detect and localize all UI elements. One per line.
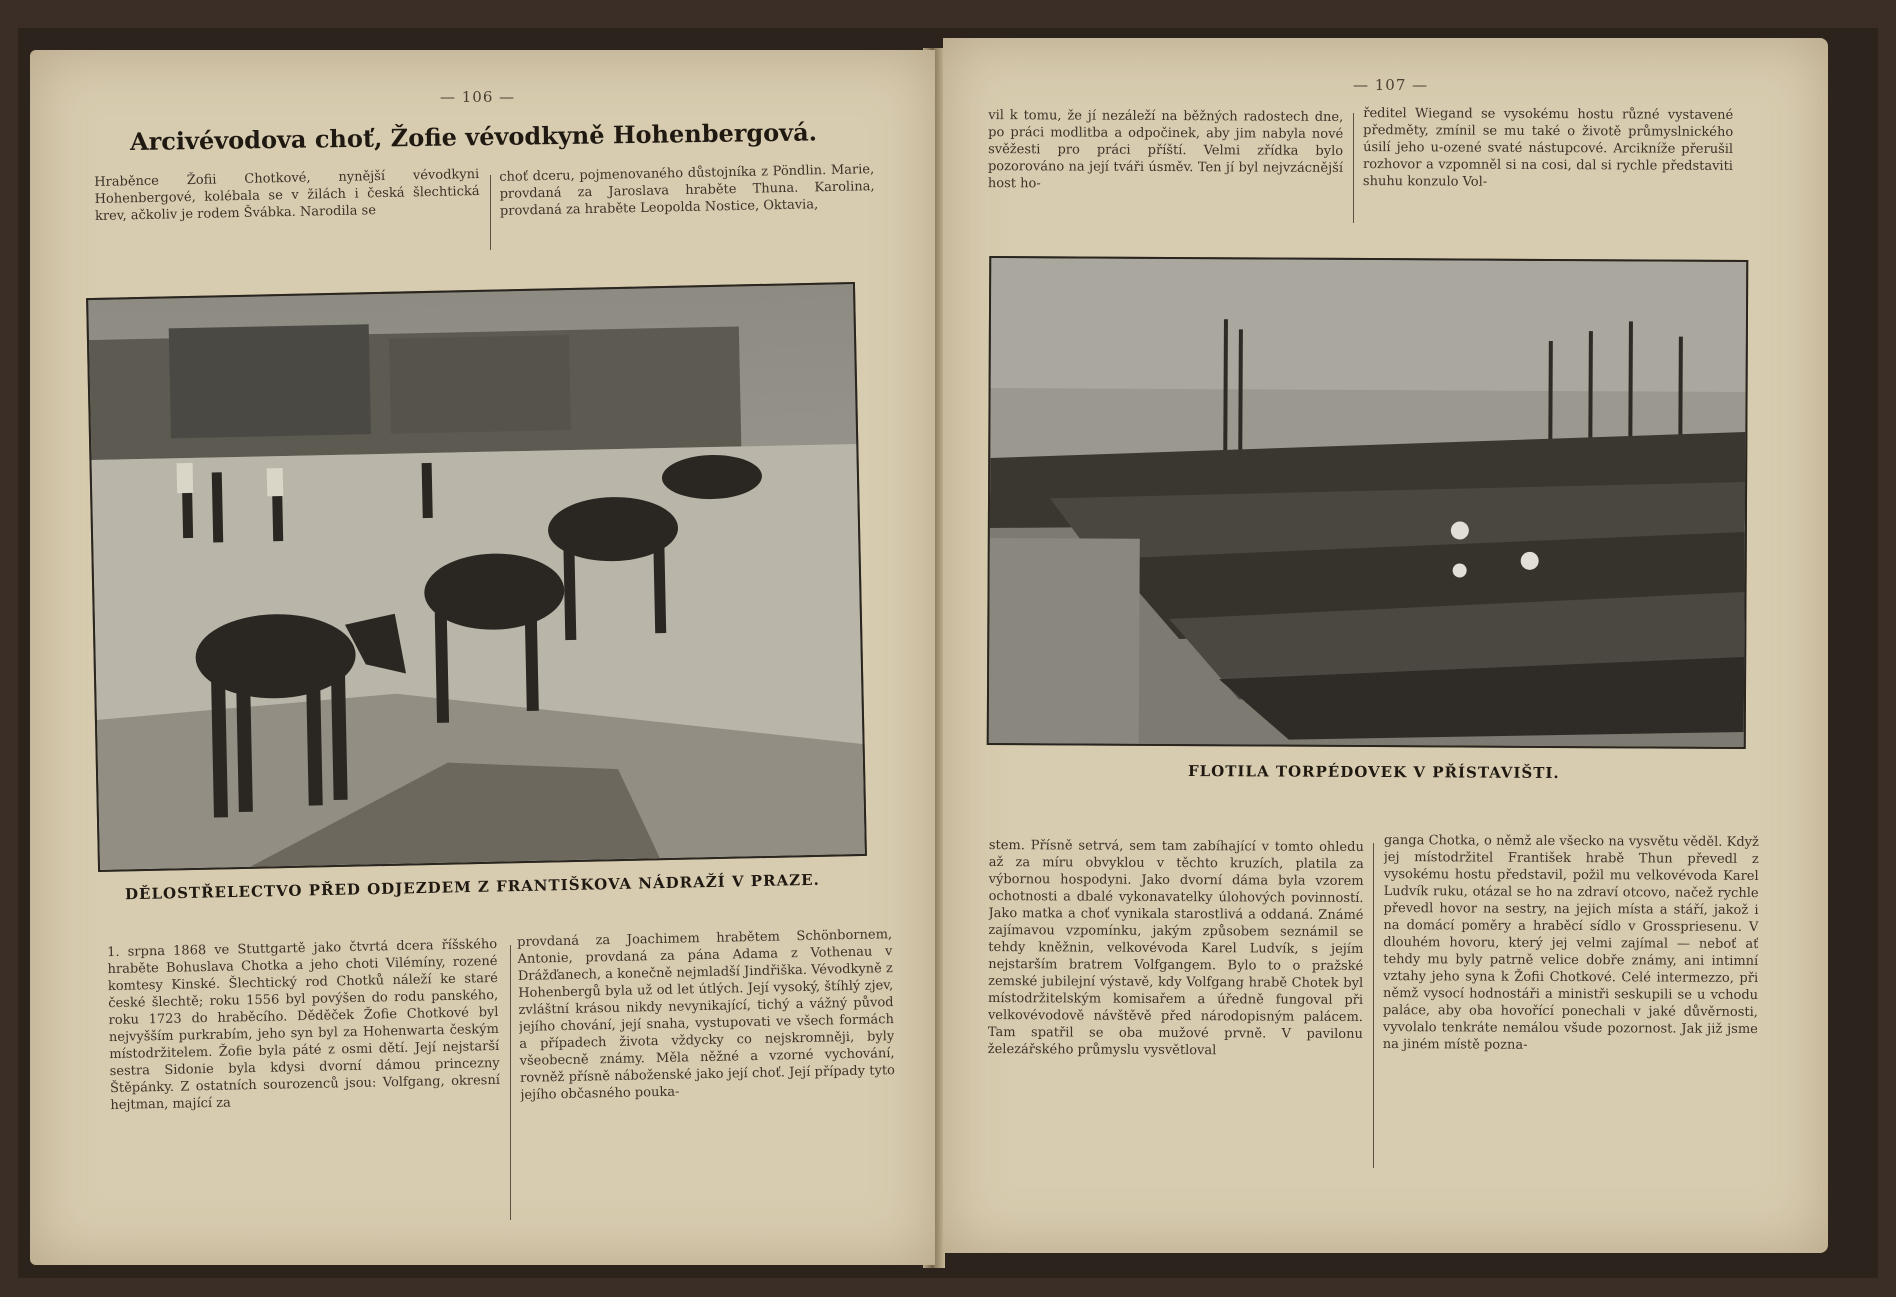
body-column-2-right: ganga Chotka, o němž ale všecko na vysvětu věděl. Když jej místodržitel František hrabě Thun převedl z vysokému hostu představil, požil mu velkovévoda Karel Ludvík ruku, otázal se ho na zdraví otcovo, načež rychle převedl hovor na sestry, na jejich místa a stáří, jakož i na domácí poměry a hraběcí sídlo v Grosspriesenu. V dlouhém hovoru, který jej velmi zajímal — neboť ať tehdy mu byly patrně velice dobře známy, ani intimní vztahy jeho syna k Žofii Chotkové. Celé intermezzo, při němž vysocí hodnostáři a ministři seskupili se u vchodu paláce, aby oba hovořící ponechali v jaké důvěrnosti, vyvolalo tenkráte nemálou všude pozornost. Jak již jsme na jiném místě pozna- [1382,833,1759,1053]
right-page [943,38,1828,1253]
artillery-photo-illustration [88,284,865,870]
page-number-left: — 106 — [440,88,516,106]
torpedo-flotilla-photo-illustration [989,258,1747,747]
torpedo-flotilla-photo [987,256,1749,749]
article-headline: Arcivévodova choť, Žofie vévodkyně Hohenbergová. [129,117,818,157]
column-rule [1373,843,1374,1168]
body-column-1: 1. srpna 1868 ve Stuttgartě jako čtvrtá dcera říšského hraběte Bohuslava Chotka a jeho choti Vilémíny, rozené komtesy Kinské. Šlechtický rod Chotků náleží ke staré české šlechtě; roku 1556 byl povýšen do rodu panského, roku 1723 do hraběcího. Děděček Žofie Chotkové byl nejvyšším purkrabím, jeho syn byl za Hohenwarta českým místodržitelem. Žofie byla páté z osmi dětí. Její nejstarší sestra Sidonie byla kdysi dvorní dámou princezny Štěpánky. Z ostatních sourozenců jsou: Volfgang, okresní hejtman, mající za [107,936,501,1114]
book-spread [18,28,1878,1278]
artillery-photo [86,282,867,872]
left-page [30,50,935,1265]
intro-column-1: Hraběnce Žofii Chotkové, nynější vévodkyni Hohenbergové, kolébala se v žilách i česká šlechtická krev, ačkoliv je rodem Švábka. Narodila se [94,166,480,225]
body-column-2: provdaná za Joachimem hrabětem Schönbornem, Antonie, provdaná za pána Adama z Vothenau v Drážďanech, a konečně nejmladší Jindřiška. Vévodkyně z Hohenbergů byla už od let útlých. Její vysoký, štíhlý zjev, zvláštní krásou nikdy nevynikající, tichý a vážný původ jejího chování, její snaha, vystupovati ve všech formách a případech života vždycky co nejskromněji, byly všeobecně známy. Měla něžné a vzorné vychování, rovněž přísně náboženské jako její choť. Její případy tyto jejího občasného pouka- [517,927,896,1103]
photo-caption-right: FLOTILA TORPÉDOVEK V PŘÍSTAVIŠTI. [1187,762,1560,782]
photo-caption-left: DĚLOSTŘELECTVO PŘED ODJEZDEM Z FRANTIŠKOVA NÁDRAŽÍ V PRAZE. [124,870,820,904]
body-column-1-right: stem. Přísně setrvá, sem tam zabíhající v tomto ohledu až za míru obvyklou v těchto kruzích, platila za výbornou hospodyni. Jako dvorní dáma byla vzorem ochotnosti a dbalé vykonavatelky úlohových povinností. Jako matka a choť vynikala starostlivá a oddaná. Známé zajímavou vzpomínku, jakým způsobem seznámil se tehdy kněžnin, velkovévoda Karel Ludvík, s jejím nejstarším bratrem Volfgangem. Bylo to o pražské zemské jubilejní výstavě, kdy Volfgang hrabě Chotek byl místodržitelským komisařem a úředně fungoval při velkovévodově návštěvě před národopisným palácem. Tam spatřil se oba mužové prvně. V pavilonu železářského průmyslu vysvětloval [987,838,1364,1059]
top-column-2: ředitel Wiegand se vysokému hostu různé vystavené předměty, zmínil se mu také o životě průmyslnického úsilí jeho u-ozené svaté nástupcové. Arcikníže přerušil rozhovor a vzpomněl si na cosi, dal si rychle představiti shuhu konzulo Vol- [1362,106,1734,190]
column-rule [1353,113,1354,223]
column-rule [510,945,511,1220]
page-number-right: — 107 — [1353,76,1429,94]
column-rule [490,175,491,250]
intro-column-2: choť dceru, pojmenovaného důstojníka z Pöndlin. Marie, provdaná za Jaroslava hraběte Thuna. Karolina, provdaná za hraběte Leopolda Nostice, Oktavia, [499,162,875,219]
top-column-1: vil k tomu, že jí nezáleží na běžných radostech dne, po práci modlitba a odpočinek, aby jim nabyla nové svěžesti pro práci příští. Velmi zřídka bylo pozorováno na její tváři úsměv. Ten jí byl nejvzácnější host ho- [987,108,1344,192]
